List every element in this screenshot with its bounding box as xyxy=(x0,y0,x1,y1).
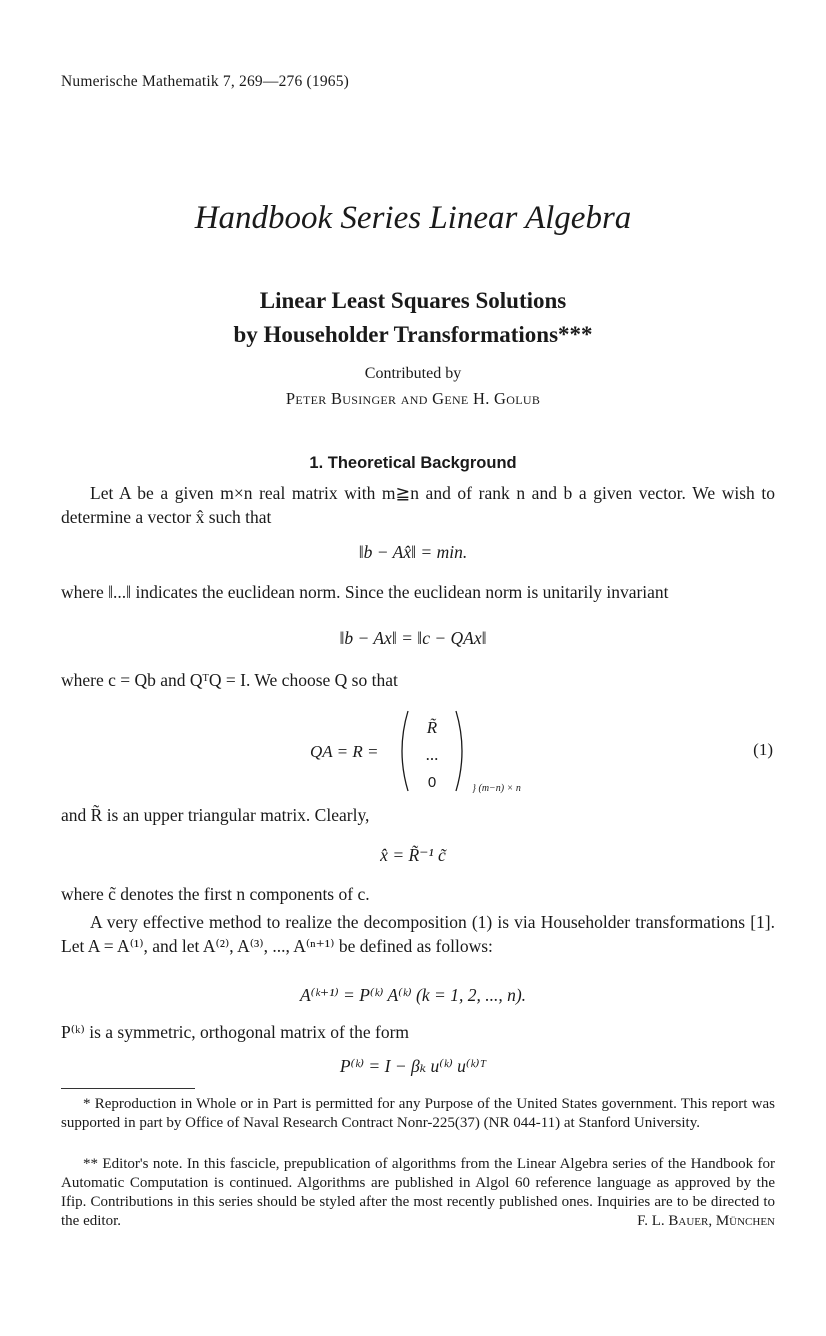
footnote-rule xyxy=(61,1088,195,1089)
equation-min: ‖b − Ax̂‖ = min. xyxy=(358,542,468,562)
footnote-2 xyxy=(61,1155,775,1231)
matrix-subscript: } (m−n) × n xyxy=(472,783,521,794)
paragraph-7: P⁽ᵏ⁾ is a symmetric, orthogonal matrix of the form xyxy=(61,1022,410,1042)
left-paren xyxy=(402,711,408,791)
paragraph-3: where c = Qb and QᵀQ = I. We choose Q so that xyxy=(61,670,398,690)
series-title: Handbook Series Linear Algebra xyxy=(194,200,632,236)
paragraph-6: A very effective method to realize the decomposition (1) is via Householder transformations [1]. Let A = A⁽¹⁾, and let A⁽²⁾, A⁽³⁾, ..., A⁽ⁿ⁺¹⁾ be defined as follows: xyxy=(61,912,775,956)
matrix-bottom: 0 xyxy=(427,774,437,791)
right-paren xyxy=(456,711,462,791)
equation-recurrence: A⁽ᵏ⁺¹⁾ = P⁽ᵏ⁾ A⁽ᵏ⁾ (k = 1, 2, ..., n). xyxy=(299,985,527,1005)
equation-solution: x̂ = R̃⁻¹ c̃ xyxy=(380,845,446,865)
footnote-2-text: ** Editor's note. In this fascicle, prepublication of algorithms from the Linear Algebra series of the Handbook for Automatic Computation is continued. Algorithms are published in Algol 60 reference language as approved by the Ifip. Contributions in this series should be styled after the most recently published ones. Inquiries are to be directed to the editor. xyxy=(61,1156,775,1229)
paragraph-1: Let A be a given m×n real matrix with m≧n and of rank n and b a given vector. We wish to determine a vector x̂ such that xyxy=(61,483,775,527)
editor-signature: F. L. Bauer, München xyxy=(637,1213,775,1229)
title-line-1: Linear Least Squares Solutions xyxy=(259,288,567,313)
title-line-2: by Householder Transformations*** xyxy=(233,322,593,347)
equation-invariance: ‖b − Ax‖ = ‖c − QAx‖ xyxy=(339,628,487,648)
journal-header: Numerische Mathematik 7, 269—276 (1965) xyxy=(61,73,350,90)
equation-householder: P⁽ᵏ⁾ = I − βₖ u⁽ᵏ⁾ u⁽ᵏ⁾ᵀ xyxy=(339,1056,487,1076)
equation-number-1: (1) xyxy=(753,740,773,759)
authors: Peter Businger and Gene H. Golub xyxy=(285,389,541,408)
footnote-1: * Reproduction in Whole or in Part is permitted for any Purpose of the United States government. This report was supported in part by Office of Naval Research Contract Nonr-225(37) (NR 044-11) at Stanford University. xyxy=(61,1096,775,1131)
matrix-mid: ... xyxy=(425,745,439,764)
contributed-by: Contributed by xyxy=(364,365,462,382)
matrix-top: R̃ xyxy=(426,718,438,737)
decomposition-svg xyxy=(310,705,540,797)
paper-title xyxy=(0,284,826,352)
equation-decomposition xyxy=(310,705,540,797)
paragraph-2: where ‖...‖ indicates the euclidean norm. Since the euclidean norm is unitarily invariant xyxy=(61,582,669,602)
paragraph-5: where c̃ denotes the first n components of c. xyxy=(61,884,370,904)
decomposition-lhs: QA = R = xyxy=(310,742,379,761)
paragraph-4: and R̃ is an upper triangular matrix. Clearly, xyxy=(61,805,370,825)
section-heading: 1. Theoretical Background xyxy=(309,454,517,472)
